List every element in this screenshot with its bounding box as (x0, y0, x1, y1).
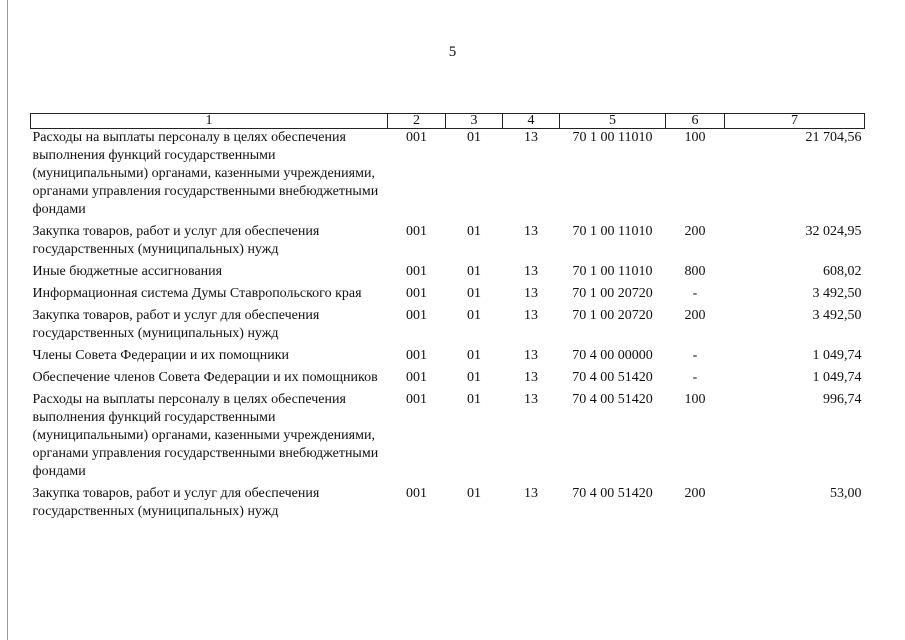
row-code-6: - (692, 370, 698, 385)
row-code-6: 200 (684, 224, 706, 239)
row-amount: 608,02 (823, 264, 862, 279)
row-code-6: - (692, 348, 698, 363)
row-code-4: 13 (524, 264, 538, 279)
row-code-3: 01 (467, 286, 481, 301)
row-code-6: 100 (684, 392, 706, 407)
header-col-4: 4 (503, 114, 560, 129)
row-amount: 32 024,95 (805, 224, 862, 239)
header-col-5: 5 (560, 114, 666, 129)
row-code-3: 01 (467, 308, 481, 323)
row-amount: 996,74 (823, 392, 862, 407)
row-amount: 3 492,50 (812, 286, 862, 301)
budget-table (30, 113, 865, 525)
row-name: Закупка товаров, работ и услуг для обеспечения государственных (муниципальных) нужд (32, 308, 320, 341)
row-code-5: 70 1 00 11010 (572, 264, 653, 279)
row-amount: 3 492,50 (812, 308, 862, 323)
row-name: Расходы на выплаты персоналу в целях обеспечения выполнения функций государственными (муниципальными) органами, казенными учреждениями, органами управления государственными внебюджетными фондами (32, 392, 379, 479)
row-amount: 1 049,74 (812, 370, 862, 385)
header-col-3: 3 (446, 114, 503, 129)
row-code-4: 13 (524, 224, 538, 239)
row-code-4: 13 (524, 130, 538, 145)
row-code-6: 200 (684, 486, 706, 501)
row-code-6: 800 (684, 264, 706, 279)
row-code-5: 70 4 00 51420 (572, 392, 653, 407)
table-row (31, 369, 865, 391)
page-edge-line (7, 0, 8, 640)
row-code-4: 13 (524, 370, 538, 385)
table-row (31, 391, 865, 485)
row-code-3: 01 (467, 348, 481, 363)
row-code-4: 13 (524, 392, 538, 407)
row-code-5: 70 1 00 20720 (572, 308, 653, 323)
row-code-5: 70 4 00 51420 (572, 486, 653, 501)
row-amount: 1 049,74 (812, 348, 862, 363)
row-code-2: 001 (406, 130, 427, 145)
table-row (31, 129, 865, 224)
header-col-2: 2 (388, 114, 446, 129)
row-code-5: 70 1 00 20720 (572, 286, 653, 301)
row-code-3: 01 (467, 486, 481, 501)
row-name: Иные бюджетные ассигнования (32, 264, 223, 279)
row-code-5: 70 1 00 11010 (572, 130, 653, 145)
row-code-2: 001 (406, 286, 427, 301)
table-row (31, 307, 865, 347)
row-code-3: 01 (467, 224, 481, 239)
row-code-2: 001 (406, 370, 427, 385)
row-code-3: 01 (467, 370, 481, 385)
row-name: Обеспечение членов Совета Федерации и их помощников (32, 370, 378, 385)
table-row (31, 485, 865, 525)
row-code-2: 001 (406, 308, 427, 323)
row-code-3: 01 (467, 264, 481, 279)
row-code-6: 100 (684, 130, 706, 145)
row-code-4: 13 (524, 308, 538, 323)
row-code-2: 001 (406, 224, 427, 239)
row-code-2: 001 (406, 392, 427, 407)
row-name: Закупка товаров, работ и услуг для обеспечения государственных (муниципальных) нужд (32, 486, 320, 519)
row-amount: 21 704,56 (805, 130, 862, 145)
row-amount: 53,00 (830, 486, 862, 501)
table-row (31, 263, 865, 285)
row-name: Члены Совета Федерации и их помощники (32, 348, 290, 363)
row-code-6: - (692, 286, 698, 301)
page-number: 5 (448, 44, 457, 60)
header-row (31, 114, 865, 129)
row-code-2: 001 (406, 348, 427, 363)
row-name: Закупка товаров, работ и услуг для обеспечения государственных (муниципальных) нужд (32, 224, 320, 257)
row-code-5: 70 4 00 00000 (572, 348, 653, 363)
row-code-6: 200 (684, 308, 706, 323)
row-code-4: 13 (524, 348, 538, 363)
row-code-3: 01 (467, 130, 481, 145)
header-col-1: 1 (31, 114, 388, 129)
header-col-7: 7 (725, 114, 865, 129)
row-code-5: 70 1 00 11010 (572, 224, 653, 239)
row-code-2: 001 (406, 264, 427, 279)
row-code-5: 70 4 00 51420 (572, 370, 653, 385)
row-code-2: 001 (406, 486, 427, 501)
table-row (31, 347, 865, 369)
row-code-3: 01 (467, 392, 481, 407)
table-row (31, 285, 865, 307)
row-name: Информационная система Думы Ставропольского края (32, 286, 362, 301)
header-col-6: 6 (666, 114, 725, 129)
row-name: Расходы на выплаты персоналу в целях обеспечения выполнения функций государственными (муниципальными) органами, казенными учреждениями, органами управления государственными внебюджетными фондами (32, 130, 379, 217)
row-code-4: 13 (524, 486, 538, 501)
table-row (31, 223, 865, 263)
row-code-4: 13 (524, 286, 538, 301)
